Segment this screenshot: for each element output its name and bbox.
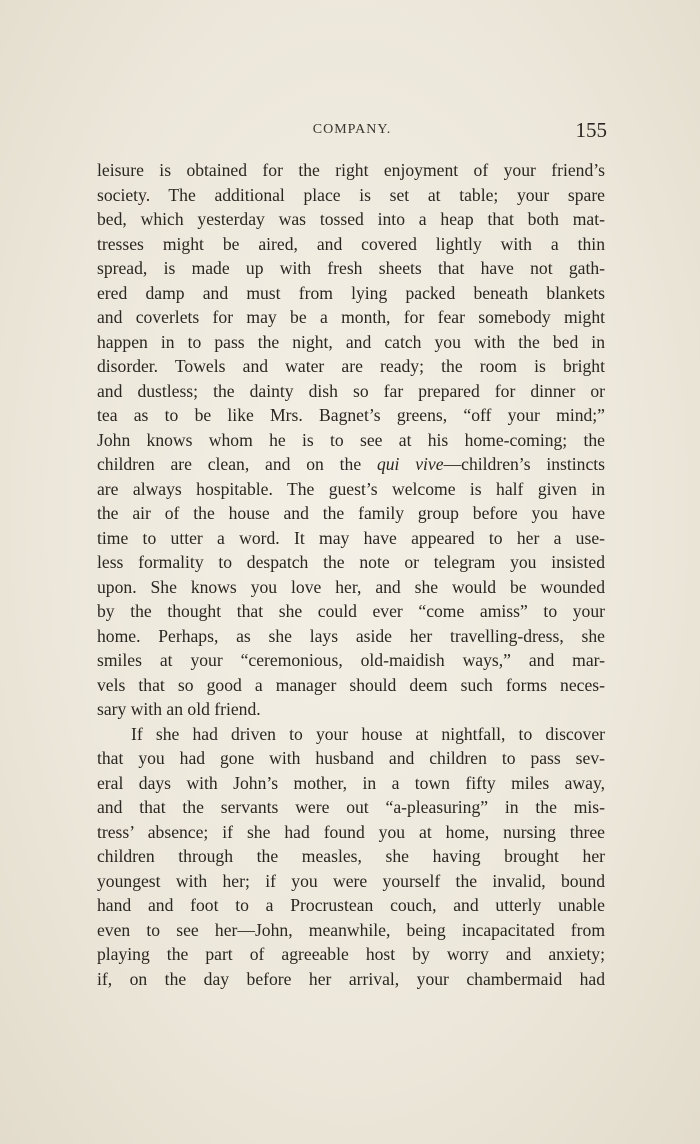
text-line: the air of the house and the family group before you have <box>97 503 605 523</box>
page-number: 155 <box>575 118 607 142</box>
text-line: children are clean, and on the qui vive—children’s instincts <box>97 454 605 474</box>
text-line: tress’ absence; if she had found you at home, nursing three <box>97 821 605 842</box>
text-line: eral days with John’s mother, in a town fifty miles away, <box>97 772 605 793</box>
text-line: less formality to despatch the note or telegram you insisted <box>97 552 605 572</box>
text-line: are always hospitable. The guest’s welcome is half given in <box>97 478 605 499</box>
text-line: John knows whom he is to see at his home-coming; the <box>97 429 605 450</box>
text-line: upon. She knows you love her, and she would be wounded <box>97 576 605 597</box>
text-line: even to see her—John, meanwhile, being incapacitated from <box>97 919 605 940</box>
text-line: leisure is obtained for the right enjoyment of your friend’s <box>97 160 605 180</box>
text-line: if, on the day before her arrival, your chambermaid had <box>97 968 605 989</box>
text-line: tresses might be aired, and covered lightly with a thin <box>97 233 605 254</box>
paragraph-start-line: If she had driven to your house at nightfall, to discover <box>131 723 605 744</box>
text-line: children through the measles, she having brought her <box>97 846 605 866</box>
text-line: smiles at your “ceremonious, old-maidish ways,” and mar- <box>97 650 605 670</box>
text-line: that you had gone with husband and children to pass sev- <box>97 748 605 768</box>
text-line: spread, is made up with fresh sheets that have not gath- <box>97 258 605 278</box>
text-line: ered damp and must from lying packed beneath blankets <box>97 282 605 303</box>
text-line: happen in to pass the night, and catch you with the bed in <box>97 331 605 352</box>
text-line: time to utter a word. It may have appeared to her a use- <box>97 527 605 548</box>
running-title: COMPANY. <box>312 122 392 137</box>
italic-phrase: qui vive <box>376 454 444 474</box>
running-head <box>97 118 607 146</box>
text-line: vels that so good a manager should deem such forms neces- <box>97 674 605 695</box>
text-line: and coverlets for may be a month, for fear somebody might <box>97 307 605 327</box>
text-line: home. Perhaps, as she lays aside her travelling-dress, she <box>97 625 605 646</box>
text-line: hand and foot to a Procrustean couch, and utterly unable <box>97 895 605 915</box>
text-line: and dustless; the dainty dish so far prepared for dinner or <box>97 380 605 401</box>
text-line: playing the part of agreeable host by worry and anxiety; <box>97 944 605 964</box>
text-line: and that the servants were out “a-pleasuring” in the mis- <box>97 797 605 817</box>
text-line: disorder. Towels and water are ready; the room is bright <box>97 356 605 376</box>
text-line: youngest with her; if you were yourself the invalid, bound <box>97 870 605 891</box>
text-line: by the thought that she could ever “come amiss” to your <box>97 601 605 621</box>
body-text <box>97 158 605 991</box>
text-line: society. The additional place is set at table; your spare <box>97 184 605 205</box>
text-line: bed, which yesterday was tossed into a heap that both mat- <box>97 209 605 229</box>
text-line: tea as to be like Mrs. Bagnet’s greens, “off your mind;” <box>97 405 605 425</box>
text-line: sary with an old friend. <box>97 699 261 719</box>
